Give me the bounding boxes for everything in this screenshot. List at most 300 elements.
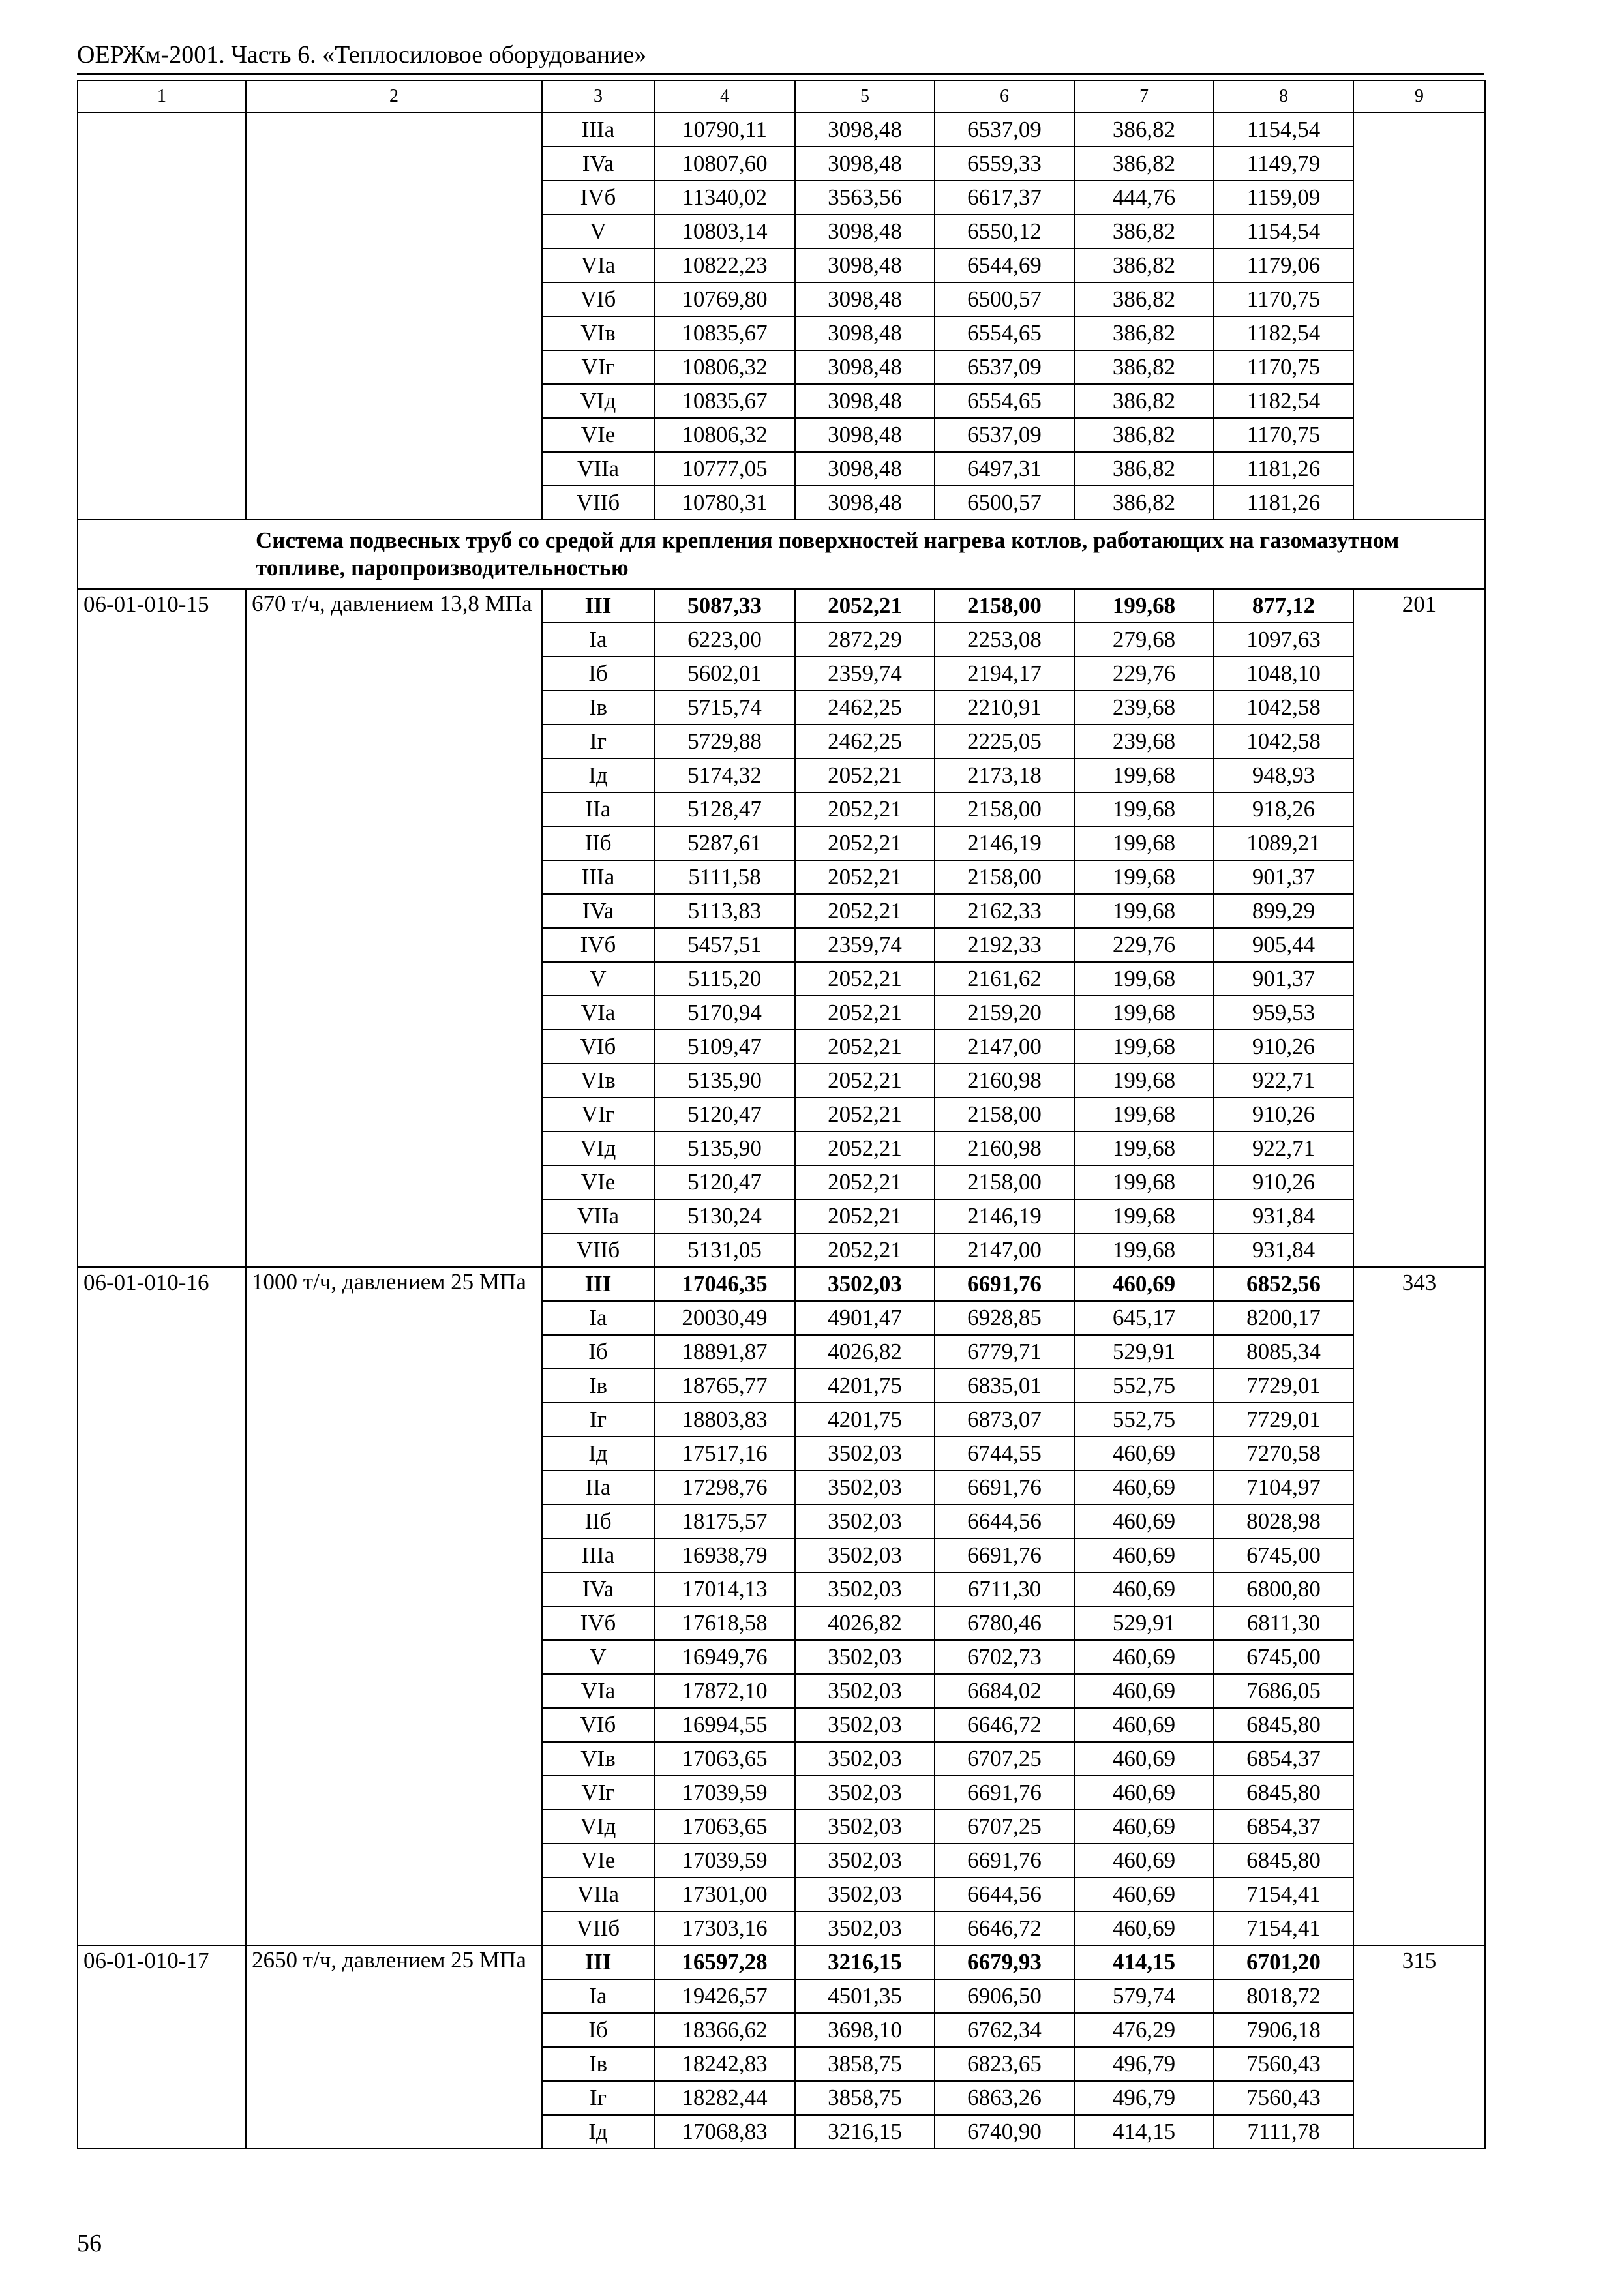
- value-cell: 6550,12: [935, 215, 1074, 248]
- value-cell: 10790,11: [654, 113, 795, 147]
- value-cell: 199,68: [1074, 860, 1214, 894]
- value-cell: 4201,75: [795, 1369, 935, 1403]
- value-cell: 199,68: [1074, 962, 1214, 996]
- zone-cell: III: [542, 589, 654, 623]
- item-description: 2650 т/ч, давлением 25 МПа: [246, 1945, 542, 2149]
- value-cell: 19426,57: [654, 1979, 795, 2013]
- value-cell: 2052,21: [795, 1098, 935, 1131]
- zone-cell: Iг: [542, 2081, 654, 2115]
- value-cell: 3502,03: [795, 1471, 935, 1504]
- value-cell: 1179,06: [1214, 248, 1353, 282]
- value-cell: 2192,33: [935, 928, 1074, 962]
- value-cell: 460,69: [1074, 1640, 1214, 1674]
- value-cell: 2160,98: [935, 1131, 1074, 1165]
- value-cell: 17872,10: [654, 1674, 795, 1708]
- value-cell: 2052,21: [795, 792, 935, 826]
- zone-cell: Iг: [542, 725, 654, 758]
- value-cell: 3858,75: [795, 2047, 935, 2081]
- value-cell: 4201,75: [795, 1403, 935, 1437]
- value-cell: 2359,74: [795, 928, 935, 962]
- value-cell: 6223,00: [654, 623, 795, 657]
- value-cell: 6835,01: [935, 1369, 1074, 1403]
- zone-cell: Ia: [542, 1979, 654, 2013]
- value-cell: 2158,00: [935, 589, 1074, 623]
- value-cell: 229,76: [1074, 928, 1214, 962]
- value-cell: 11340,02: [654, 181, 795, 215]
- item-description: 670 т/ч, давлением 13,8 МПа: [246, 589, 542, 1267]
- value-cell: 2146,19: [935, 826, 1074, 860]
- value-cell: 5113,83: [654, 894, 795, 928]
- value-cell: 2052,21: [795, 589, 935, 623]
- value-cell: 6554,65: [935, 384, 1074, 418]
- item-value-col9: 201: [1353, 589, 1485, 1267]
- value-cell: 460,69: [1074, 1674, 1214, 1708]
- value-cell: 199,68: [1074, 758, 1214, 792]
- value-cell: 17046,35: [654, 1267, 795, 1301]
- value-cell: 5087,33: [654, 589, 795, 623]
- value-cell: 6617,37: [935, 181, 1074, 215]
- value-cell: 6500,57: [935, 282, 1074, 316]
- value-cell: 4026,82: [795, 1606, 935, 1640]
- value-cell: 2052,21: [795, 758, 935, 792]
- zone-cell: IVa: [542, 894, 654, 928]
- value-cell: 6500,57: [935, 486, 1074, 520]
- value-cell: 910,26: [1214, 1165, 1353, 1199]
- value-cell: 1154,54: [1214, 113, 1353, 147]
- value-cell: 6646,72: [935, 1708, 1074, 1742]
- value-cell: 2158,00: [935, 860, 1074, 894]
- value-cell: 3502,03: [795, 1776, 935, 1810]
- value-cell: 3098,48: [795, 248, 935, 282]
- column-number: 1: [78, 80, 246, 113]
- value-cell: 1182,54: [1214, 384, 1353, 418]
- zone-cell: VIIa: [542, 452, 654, 486]
- zone-cell: IVб: [542, 181, 654, 215]
- value-cell: 3502,03: [795, 1572, 935, 1606]
- value-cell: 17039,59: [654, 1776, 795, 1810]
- value-cell: 552,75: [1074, 1403, 1214, 1437]
- value-cell: 3098,48: [795, 350, 935, 384]
- value-cell: 16994,55: [654, 1708, 795, 1742]
- value-cell: 460,69: [1074, 1437, 1214, 1471]
- value-cell: 6762,34: [935, 2013, 1074, 2047]
- value-cell: 10835,67: [654, 384, 795, 418]
- value-cell: 1170,75: [1214, 350, 1353, 384]
- zone-cell: IIб: [542, 826, 654, 860]
- value-cell: 5287,61: [654, 826, 795, 860]
- value-cell: 5135,90: [654, 1131, 795, 1165]
- value-cell: 877,12: [1214, 589, 1353, 623]
- value-cell: 6701,20: [1214, 1945, 1353, 1979]
- value-cell: 3858,75: [795, 2081, 935, 2115]
- value-cell: 18891,87: [654, 1335, 795, 1369]
- zone-cell: VIв: [542, 316, 654, 350]
- zone-cell: V: [542, 962, 654, 996]
- value-cell: 8018,72: [1214, 1979, 1353, 2013]
- value-cell: 460,69: [1074, 1267, 1214, 1301]
- value-cell: 17298,76: [654, 1471, 795, 1504]
- item-code: 06-01-010-16: [78, 1267, 246, 1945]
- zone-cell: Iб: [542, 657, 654, 691]
- value-cell: 5131,05: [654, 1233, 795, 1267]
- value-cell: 7270,58: [1214, 1437, 1353, 1471]
- value-cell: 279,68: [1074, 623, 1214, 657]
- item-description: [246, 113, 542, 520]
- value-cell: 6537,09: [935, 418, 1074, 452]
- page-header-title: ОЕРЖм-2001. Часть 6. «Теплосиловое оборудование»: [77, 41, 647, 68]
- value-cell: 6845,80: [1214, 1776, 1353, 1810]
- value-cell: 10806,32: [654, 418, 795, 452]
- value-cell: 460,69: [1074, 1742, 1214, 1776]
- zone-cell: IVб: [542, 1606, 654, 1640]
- value-cell: 8085,34: [1214, 1335, 1353, 1369]
- value-cell: 2052,21: [795, 1233, 935, 1267]
- value-cell: 7104,97: [1214, 1471, 1353, 1504]
- zone-cell: VIв: [542, 1742, 654, 1776]
- value-cell: 7560,43: [1214, 2047, 1353, 2081]
- zone-cell: VIг: [542, 1098, 654, 1131]
- value-cell: 7729,01: [1214, 1369, 1353, 1403]
- value-cell: 3098,48: [795, 215, 935, 248]
- value-cell: 5729,88: [654, 725, 795, 758]
- zone-cell: III: [542, 1267, 654, 1301]
- value-cell: 460,69: [1074, 1471, 1214, 1504]
- zone-cell: IVб: [542, 928, 654, 962]
- value-cell: 7729,01: [1214, 1403, 1353, 1437]
- table-body: [78, 80, 1485, 2149]
- value-cell: 905,44: [1214, 928, 1353, 962]
- zone-cell: VIг: [542, 1776, 654, 1810]
- value-cell: 199,68: [1074, 996, 1214, 1030]
- column-number: 2: [246, 80, 542, 113]
- zone-cell: VIд: [542, 1810, 654, 1844]
- value-cell: 18175,57: [654, 1504, 795, 1538]
- zone-cell: IIIa: [542, 1538, 654, 1572]
- value-cell: 3098,48: [795, 316, 935, 350]
- value-cell: 3502,03: [795, 1708, 935, 1742]
- value-cell: 199,68: [1074, 894, 1214, 928]
- value-cell: 10835,67: [654, 316, 795, 350]
- zone-cell: III: [542, 1945, 654, 1979]
- value-cell: 460,69: [1074, 1572, 1214, 1606]
- value-cell: 5120,47: [654, 1165, 795, 1199]
- value-cell: 20030,49: [654, 1301, 795, 1335]
- value-cell: 2162,33: [935, 894, 1074, 928]
- zone-cell: VIIб: [542, 1911, 654, 1945]
- zone-cell: VIe: [542, 1165, 654, 1199]
- column-number: 7: [1074, 80, 1214, 113]
- value-cell: 386,82: [1074, 147, 1214, 181]
- value-cell: 3502,03: [795, 1267, 935, 1301]
- page-number: 56: [77, 2230, 102, 2257]
- value-cell: 3502,03: [795, 1640, 935, 1674]
- value-cell: 6745,00: [1214, 1640, 1353, 1674]
- value-cell: 2160,98: [935, 1064, 1074, 1098]
- value-cell: 6537,09: [935, 113, 1074, 147]
- value-cell: 10769,80: [654, 282, 795, 316]
- zone-cell: IVa: [542, 147, 654, 181]
- column-number: 8: [1214, 80, 1353, 113]
- column-number: 3: [542, 80, 654, 113]
- item-code: [78, 113, 246, 520]
- value-cell: 10780,31: [654, 486, 795, 520]
- value-cell: 17039,59: [654, 1844, 795, 1878]
- zone-cell: VIд: [542, 384, 654, 418]
- value-cell: 5715,74: [654, 691, 795, 725]
- zone-cell: Iд: [542, 2115, 654, 2149]
- value-cell: 2052,21: [795, 826, 935, 860]
- header-rule: [77, 73, 1484, 75]
- zone-cell: VIд: [542, 1131, 654, 1165]
- value-cell: 6863,26: [935, 2081, 1074, 2115]
- value-cell: 386,82: [1074, 384, 1214, 418]
- value-cell: 5128,47: [654, 792, 795, 826]
- value-cell: 7906,18: [1214, 2013, 1353, 2047]
- value-cell: 199,68: [1074, 1131, 1214, 1165]
- value-cell: 5109,47: [654, 1030, 795, 1064]
- value-cell: 16938,79: [654, 1538, 795, 1572]
- zone-cell: VIa: [542, 996, 654, 1030]
- value-cell: 1181,26: [1214, 486, 1353, 520]
- value-cell: 5130,24: [654, 1199, 795, 1233]
- value-cell: 386,82: [1074, 282, 1214, 316]
- value-cell: 3502,03: [795, 1504, 935, 1538]
- value-cell: 18366,62: [654, 2013, 795, 2047]
- value-cell: 6497,31: [935, 452, 1074, 486]
- value-cell: 10777,05: [654, 452, 795, 486]
- value-cell: 6854,37: [1214, 1810, 1353, 1844]
- value-cell: 460,69: [1074, 1776, 1214, 1810]
- zone-cell: IVa: [542, 1572, 654, 1606]
- table-row: [78, 1945, 1485, 1979]
- zone-cell: IIIa: [542, 860, 654, 894]
- zone-cell: IIIa: [542, 113, 654, 147]
- value-cell: 199,68: [1074, 589, 1214, 623]
- price-table: [77, 80, 1486, 2149]
- value-cell: 8200,17: [1214, 1301, 1353, 1335]
- value-cell: 386,82: [1074, 452, 1214, 486]
- value-cell: 6691,76: [935, 1776, 1074, 1810]
- value-cell: 386,82: [1074, 316, 1214, 350]
- value-cell: 386,82: [1074, 350, 1214, 384]
- value-cell: 5457,51: [654, 928, 795, 962]
- value-cell: 948,93: [1214, 758, 1353, 792]
- value-cell: 5115,20: [654, 962, 795, 996]
- value-cell: 199,68: [1074, 1165, 1214, 1199]
- value-cell: 7154,41: [1214, 1878, 1353, 1911]
- value-cell: 444,76: [1074, 181, 1214, 215]
- value-cell: 6852,56: [1214, 1267, 1353, 1301]
- value-cell: 17014,13: [654, 1572, 795, 1606]
- zone-cell: VIг: [542, 350, 654, 384]
- value-cell: 239,68: [1074, 691, 1214, 725]
- value-cell: 3216,15: [795, 2115, 935, 2149]
- value-cell: 6554,65: [935, 316, 1074, 350]
- value-cell: 2052,21: [795, 1131, 935, 1165]
- column-number: 4: [654, 80, 795, 113]
- value-cell: 2225,05: [935, 725, 1074, 758]
- item-value-col9: 315: [1353, 1945, 1485, 2149]
- value-cell: 199,68: [1074, 792, 1214, 826]
- zone-cell: VIIa: [542, 1878, 654, 1911]
- value-cell: 5111,58: [654, 860, 795, 894]
- value-cell: 5120,47: [654, 1098, 795, 1131]
- zone-cell: Iб: [542, 1335, 654, 1369]
- value-cell: 6906,50: [935, 1979, 1074, 2013]
- item-value-col9: [1353, 113, 1485, 520]
- value-cell: 239,68: [1074, 725, 1214, 758]
- value-cell: 199,68: [1074, 1064, 1214, 1098]
- zone-cell: Iг: [542, 1403, 654, 1437]
- value-cell: 16597,28: [654, 1945, 795, 1979]
- value-cell: 1170,75: [1214, 418, 1353, 452]
- value-cell: 18765,77: [654, 1369, 795, 1403]
- value-cell: 199,68: [1074, 1233, 1214, 1267]
- column-number: 6: [935, 80, 1074, 113]
- value-cell: 6702,73: [935, 1640, 1074, 1674]
- zone-cell: VIв: [542, 1064, 654, 1098]
- zone-cell: VIa: [542, 248, 654, 282]
- value-cell: 4501,35: [795, 1979, 935, 2013]
- value-cell: 460,69: [1074, 1844, 1214, 1878]
- zone-cell: Ia: [542, 1301, 654, 1335]
- value-cell: 460,69: [1074, 1911, 1214, 1945]
- item-code: 06-01-010-17: [78, 1945, 246, 2149]
- value-cell: 199,68: [1074, 1098, 1214, 1131]
- value-cell: 6711,30: [935, 1572, 1074, 1606]
- value-cell: 18242,83: [654, 2047, 795, 2081]
- value-cell: 645,17: [1074, 1301, 1214, 1335]
- value-cell: 3098,48: [795, 384, 935, 418]
- value-cell: 922,71: [1214, 1064, 1353, 1098]
- value-cell: 1159,09: [1214, 181, 1353, 215]
- value-cell: 2147,00: [935, 1233, 1074, 1267]
- value-cell: 386,82: [1074, 248, 1214, 282]
- section-heading: Система подвесных труб со средой для крепления поверхностей нагрева котлов, работающих на газомазутном топливе, паропроизводительностью: [78, 520, 1485, 589]
- zone-cell: IIa: [542, 792, 654, 826]
- value-cell: 17301,00: [654, 1878, 795, 1911]
- zone-cell: IIб: [542, 1504, 654, 1538]
- value-cell: 2052,21: [795, 1199, 935, 1233]
- value-cell: 1154,54: [1214, 215, 1353, 248]
- value-cell: 2147,00: [935, 1030, 1074, 1064]
- value-cell: 2173,18: [935, 758, 1074, 792]
- value-cell: 6679,93: [935, 1945, 1074, 1979]
- value-cell: 496,79: [1074, 2081, 1214, 2115]
- value-cell: 2146,19: [935, 1199, 1074, 1233]
- value-cell: 6691,76: [935, 1267, 1074, 1301]
- value-cell: 229,76: [1074, 657, 1214, 691]
- value-cell: 2052,21: [795, 996, 935, 1030]
- value-cell: 17517,16: [654, 1437, 795, 1471]
- value-cell: 496,79: [1074, 2047, 1214, 2081]
- value-cell: 460,69: [1074, 1708, 1214, 1742]
- value-cell: 2161,62: [935, 962, 1074, 996]
- zone-cell: Iб: [542, 2013, 654, 2047]
- zone-cell: VIe: [542, 418, 654, 452]
- value-cell: 6691,76: [935, 1471, 1074, 1504]
- value-cell: 1170,75: [1214, 282, 1353, 316]
- value-cell: 1181,26: [1214, 452, 1353, 486]
- value-cell: 386,82: [1074, 486, 1214, 520]
- zone-cell: V: [542, 1640, 654, 1674]
- value-cell: 18282,44: [654, 2081, 795, 2115]
- value-cell: 6928,85: [935, 1301, 1074, 1335]
- value-cell: 17618,58: [654, 1606, 795, 1640]
- value-cell: 3098,48: [795, 418, 935, 452]
- value-cell: 6845,80: [1214, 1844, 1353, 1878]
- value-cell: 5135,90: [654, 1064, 795, 1098]
- value-cell: 552,75: [1074, 1369, 1214, 1403]
- value-cell: 2253,08: [935, 623, 1074, 657]
- value-cell: 1182,54: [1214, 316, 1353, 350]
- value-cell: 2052,21: [795, 1064, 935, 1098]
- value-cell: 3098,48: [795, 113, 935, 147]
- zone-cell: Iв: [542, 1369, 654, 1403]
- value-cell: 5602,01: [654, 657, 795, 691]
- column-number: 5: [795, 80, 935, 113]
- value-cell: 6646,72: [935, 1911, 1074, 1945]
- value-cell: 4026,82: [795, 1335, 935, 1369]
- value-cell: 3502,03: [795, 1674, 935, 1708]
- zone-cell: IIa: [542, 1471, 654, 1504]
- zone-cell: VIIб: [542, 486, 654, 520]
- value-cell: 1048,10: [1214, 657, 1353, 691]
- value-cell: 6691,76: [935, 1844, 1074, 1878]
- value-cell: 6684,02: [935, 1674, 1074, 1708]
- value-cell: 6873,07: [935, 1403, 1074, 1437]
- value-cell: 922,71: [1214, 1131, 1353, 1165]
- value-cell: 6691,76: [935, 1538, 1074, 1572]
- value-cell: 918,26: [1214, 792, 1353, 826]
- value-cell: 199,68: [1074, 826, 1214, 860]
- value-cell: 910,26: [1214, 1030, 1353, 1064]
- value-cell: 579,74: [1074, 1979, 1214, 2013]
- item-description: 1000 т/ч, давлением 25 МПа: [246, 1267, 542, 1945]
- value-cell: 18803,83: [654, 1403, 795, 1437]
- value-cell: 5174,32: [654, 758, 795, 792]
- value-cell: 199,68: [1074, 1030, 1214, 1064]
- value-cell: 414,15: [1074, 1945, 1214, 1979]
- value-cell: 3502,03: [795, 1810, 935, 1844]
- value-cell: 2052,21: [795, 860, 935, 894]
- value-cell: 17063,65: [654, 1742, 795, 1776]
- value-cell: 959,53: [1214, 996, 1353, 1030]
- value-cell: 1149,79: [1214, 147, 1353, 181]
- zone-cell: Iд: [542, 758, 654, 792]
- value-cell: 899,29: [1214, 894, 1353, 928]
- value-cell: 2158,00: [935, 1098, 1074, 1131]
- value-cell: 7111,78: [1214, 2115, 1353, 2149]
- value-cell: 460,69: [1074, 1878, 1214, 1911]
- value-cell: 16949,76: [654, 1640, 795, 1674]
- value-cell: 3502,03: [795, 1844, 935, 1878]
- zone-cell: V: [542, 215, 654, 248]
- value-cell: 7686,05: [1214, 1674, 1353, 1708]
- zone-cell: VIIa: [542, 1199, 654, 1233]
- value-cell: 2462,25: [795, 725, 935, 758]
- value-cell: 199,68: [1074, 1199, 1214, 1233]
- value-cell: 17303,16: [654, 1911, 795, 1945]
- value-cell: 2872,29: [795, 623, 935, 657]
- value-cell: 10822,23: [654, 248, 795, 282]
- value-cell: 2159,20: [935, 996, 1074, 1030]
- value-cell: 476,29: [1074, 2013, 1214, 2047]
- value-cell: 2359,74: [795, 657, 935, 691]
- value-cell: 1042,58: [1214, 691, 1353, 725]
- value-cell: 10806,32: [654, 350, 795, 384]
- value-cell: 2158,00: [935, 792, 1074, 826]
